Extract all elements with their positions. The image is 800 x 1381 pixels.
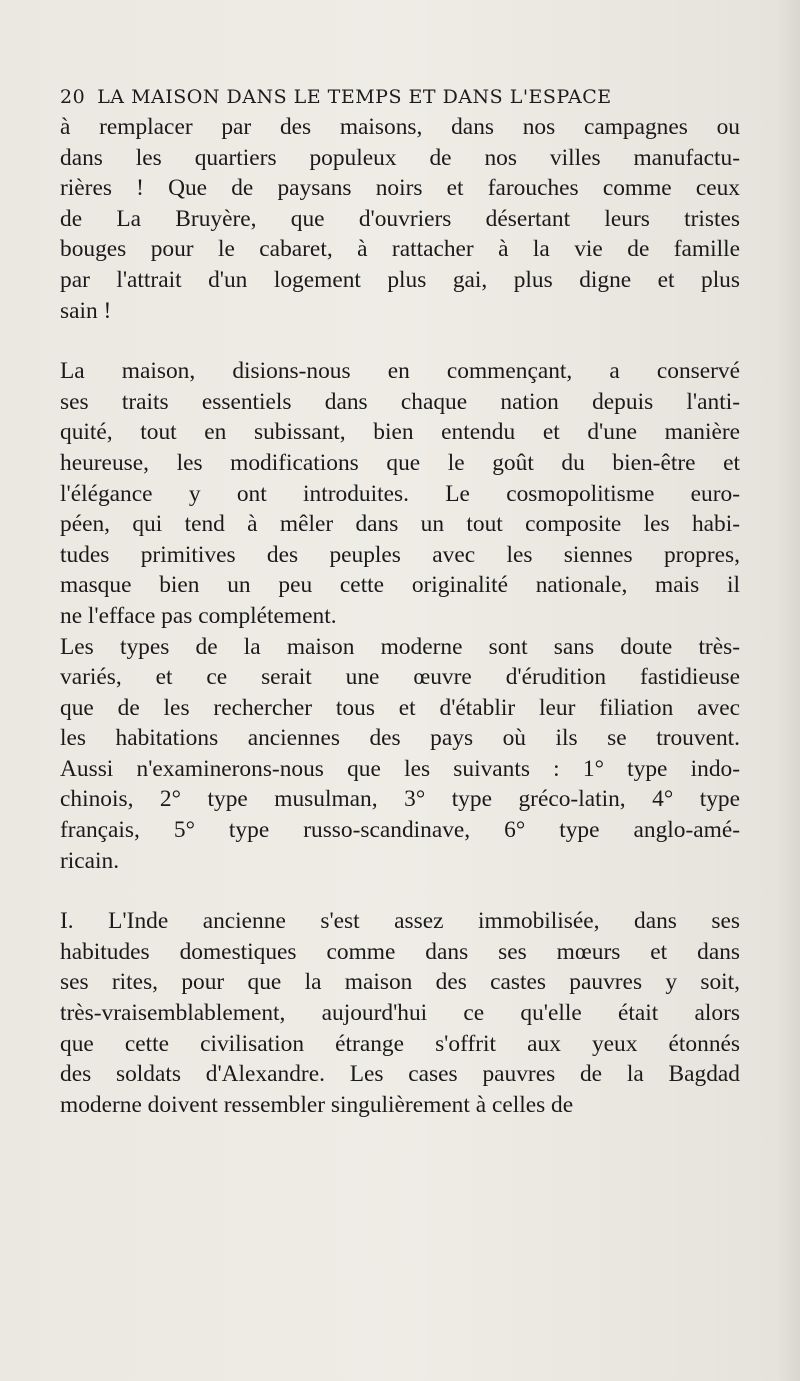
text-line: bouges pour le cabaret, à rattacher à la vie de famille xyxy=(60,236,740,263)
paragraph-gap xyxy=(60,876,740,906)
text-line: I. L'Inde ancienne s'est assez immobilisée, dans ses xyxy=(60,908,740,935)
text-line: français, 5° type russo-scandinave, 6° type anglo-amé- xyxy=(60,817,740,844)
text-line: rières ! Que de paysans noirs et farouches comme ceux xyxy=(60,175,740,202)
text-line: des soldats d'Alexandre. Les cases pauvres de la Bagdad xyxy=(60,1061,740,1088)
paragraph-1 xyxy=(60,112,740,326)
text-line: sain ! xyxy=(60,297,112,324)
text-line: de La Bruyère, que d'ouvriers désertant leurs tristes xyxy=(60,205,740,232)
text-line: ses rites, pour que la maison des castes pauvres y soit, xyxy=(60,969,740,996)
text-line: l'élégance y ont introduites. Le cosmopolitisme euro- xyxy=(60,480,740,507)
text-line: par l'attrait d'un logement plus gai, plus digne et plus xyxy=(60,266,740,293)
text-line: ricain. xyxy=(60,847,120,874)
text-line: Les types de la maison moderne sont sans doute très- xyxy=(60,633,740,660)
text-line: quité, tout en subissant, bien entendu et d'une manière xyxy=(60,419,740,446)
body-text xyxy=(60,112,740,1120)
text-line: ses traits essentiels dans chaque nation depuis l'anti- xyxy=(60,388,740,415)
text-line: à remplacer par des maisons, dans nos campagnes ou xyxy=(60,114,740,140)
paragraph-4 xyxy=(60,906,740,1120)
text-line: dans les quartiers populeux de nos villes manufactu- xyxy=(60,144,740,171)
text-line: chinois, 2° type musulman, 3° type gréco-latin, 4° type xyxy=(60,786,740,813)
text-line: que cette civilisation étrange s'offrit aux yeux étonnés xyxy=(60,1030,740,1057)
page-number: 20 xyxy=(60,86,86,108)
text-line: moderne doivent ressembler singulièrement à celles de xyxy=(60,1091,574,1118)
paragraph-gap xyxy=(60,326,740,356)
text-line: habitudes domestiques comme dans ses mœurs et dans xyxy=(60,938,740,965)
running-head xyxy=(60,86,750,108)
text-line: tudes primitives des peuples avec les siennes propres, xyxy=(60,541,740,568)
text-line: La maison, disions-nous en commençant, a conservé xyxy=(60,358,740,385)
text-line: très-vraisemblablement, aujourd'hui ce qu'elle était alors xyxy=(60,1000,740,1027)
text-line: péen, qui tend à mêler dans un tout composite les habi- xyxy=(60,511,740,538)
text-line: que de les rechercher tous et d'établir leur filiation avec xyxy=(60,694,740,721)
paragraph-2 xyxy=(60,356,740,631)
text-line: variés, et ce serait une œuvre d'érudition fastidieuse xyxy=(60,664,740,691)
text-line: les habitations anciennes des pays où ils se trouvent. xyxy=(60,725,740,752)
running-title: LA MAISON DANS LE TEMPS ET DANS L'ESPACE xyxy=(97,86,612,108)
paragraph-3 xyxy=(60,632,740,877)
text-line: Aussi n'examinerons-nous que les suivants : 1° type indo- xyxy=(60,755,740,782)
text-line: masque bien un peu cette originalité nationale, mais il xyxy=(60,572,740,599)
text-line: heureuse, les modifications que le goût du bien-être et xyxy=(60,449,740,476)
text-line: ne l'efface pas complétement. xyxy=(60,602,337,629)
